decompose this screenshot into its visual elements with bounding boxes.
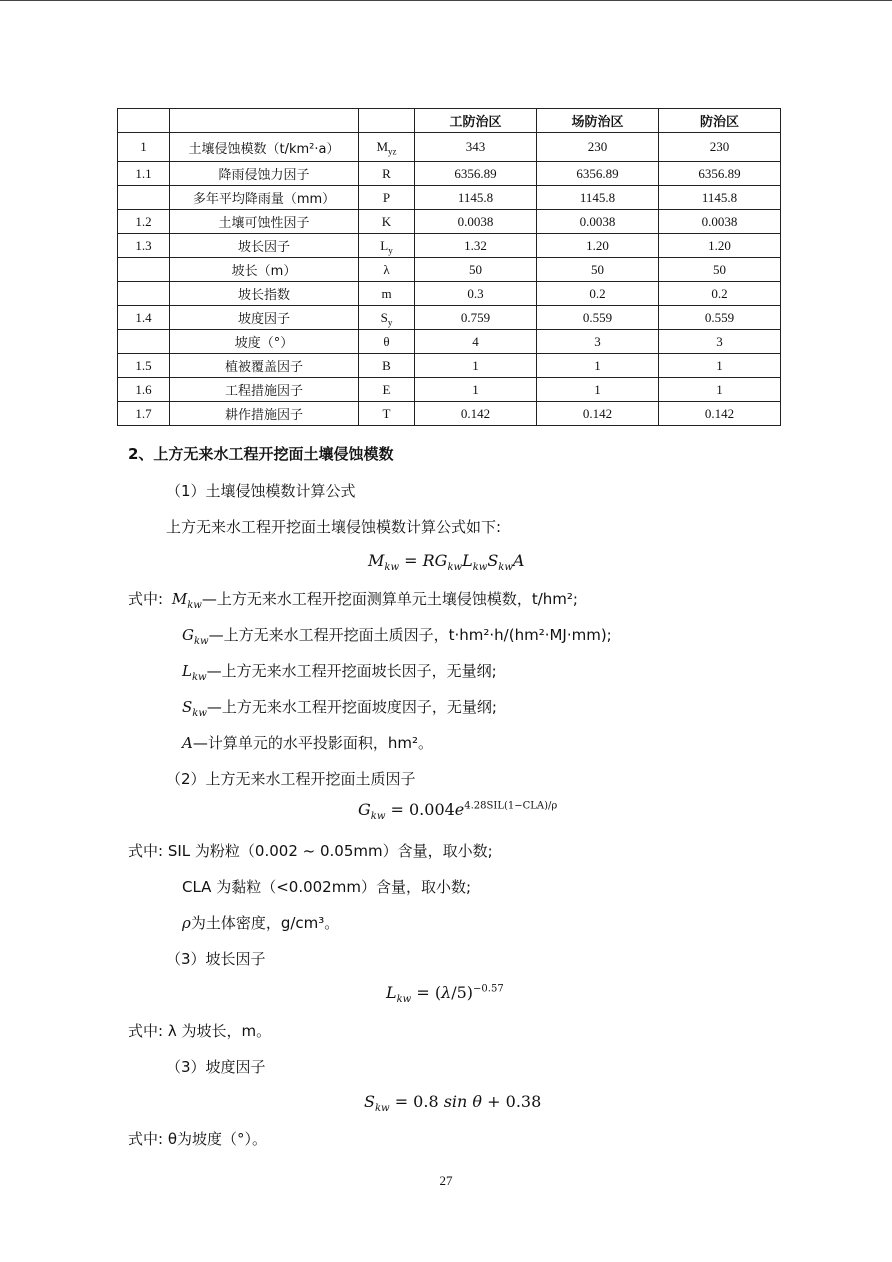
def-text: λ 为坡长，m。 bbox=[167, 1022, 272, 1040]
cell-value: 0.559 bbox=[659, 306, 781, 330]
cell-no: 1.1 bbox=[118, 162, 170, 186]
cell-value: 1 bbox=[659, 354, 781, 378]
cell-symbol: E bbox=[359, 378, 415, 402]
cell-item: 降雨侵蚀力因子 bbox=[170, 162, 359, 186]
cell-value: 0.2 bbox=[537, 282, 659, 306]
cell-item: 坡度因子 bbox=[170, 306, 359, 330]
table-row bbox=[118, 186, 781, 210]
cell-item: 土壤可蚀性因子 bbox=[170, 210, 359, 234]
where-label: 式中: bbox=[128, 1022, 164, 1040]
cell-value: 1145.8 bbox=[659, 186, 781, 210]
cell-value: 1145.8 bbox=[537, 186, 659, 210]
cell-item: 植被覆盖因子 bbox=[170, 354, 359, 378]
cell-no bbox=[118, 258, 170, 282]
cell-value: 0.759 bbox=[415, 306, 537, 330]
cell-item: 土壤侵蚀模数（t/km²·a） bbox=[170, 133, 359, 162]
cell-value: 0.3 bbox=[415, 282, 537, 306]
cell-value: 50 bbox=[659, 258, 781, 282]
cell-symbol: θ bbox=[359, 330, 415, 354]
cell-value: 6356.89 bbox=[415, 162, 537, 186]
header-cell: 工防治区 bbox=[415, 109, 537, 133]
table-row bbox=[118, 162, 781, 186]
cell-value: 0.2 bbox=[659, 282, 781, 306]
def-text: θ为坡度（°）。 bbox=[167, 1130, 268, 1148]
cell-value: 1 bbox=[537, 354, 659, 378]
def-text: —上方无来水工程开挖面测算单元土壤侵蚀模数，t/hm²; bbox=[201, 590, 578, 608]
cell-no bbox=[118, 330, 170, 354]
table-row bbox=[118, 354, 781, 378]
cell-value: 230 bbox=[659, 133, 781, 162]
table-row bbox=[118, 306, 781, 330]
cell-value: 1.32 bbox=[415, 234, 537, 258]
cell-symbol: R bbox=[359, 162, 415, 186]
cell-value: 6356.89 bbox=[659, 162, 781, 186]
def-text: —上方无来水工程开挖面土质因子，t·hm²·h/(hm²·MJ·mm); bbox=[208, 626, 612, 644]
top-border-line bbox=[0, 0, 892, 1]
table-row bbox=[118, 330, 781, 354]
cell-value: 0.142 bbox=[537, 402, 659, 426]
where-label: 式中: bbox=[128, 842, 164, 860]
def-text: CLA 为黏粒（<0.002mm）含量，取小数; bbox=[182, 878, 471, 896]
cell-value: 4 bbox=[415, 330, 537, 354]
cell-value: 1 bbox=[415, 354, 537, 378]
subheading-slope-length: （3）坡长因子 bbox=[166, 950, 266, 968]
cell-symbol: $S_y$ bbox=[359, 306, 415, 330]
cell-no bbox=[118, 186, 170, 210]
cell-item: 坡长（m） bbox=[170, 258, 359, 282]
cell-symbol: m bbox=[359, 282, 415, 306]
subheading-slope-factor: （3）坡度因子 bbox=[166, 1058, 266, 1076]
cell-value: 0.0038 bbox=[659, 210, 781, 234]
cell-symbol: $L_y$ bbox=[359, 234, 415, 258]
cell-value: 50 bbox=[537, 258, 659, 282]
cell-no: 1.2 bbox=[118, 210, 170, 234]
cell-value: 50 bbox=[415, 258, 537, 282]
cell-value: 1145.8 bbox=[415, 186, 537, 210]
header-cell: 防治区 bbox=[659, 109, 781, 133]
definition-line bbox=[128, 840, 493, 861]
cell-no: 1 bbox=[118, 133, 170, 162]
formula-erosion-modulus: $M_{kw} = RG_{kw}L_{kw}S_{kw}A$ bbox=[368, 551, 525, 574]
cell-value: 1 bbox=[537, 378, 659, 402]
table-row bbox=[118, 210, 781, 234]
def-text: SIL 为粉粒（0.002 ~ 0.05mm）含量，取小数; bbox=[167, 842, 493, 860]
header-cell bbox=[118, 109, 170, 133]
cell-value: 0.142 bbox=[415, 402, 537, 426]
cell-value: 3 bbox=[659, 330, 781, 354]
table-header-row bbox=[118, 109, 781, 133]
cell-value: 0.0038 bbox=[415, 210, 537, 234]
definition-line: $G_{kw}—$上方无来水工程开挖面土质因子，t·hm²·h/(hm²·MJ·mm); bbox=[182, 626, 612, 647]
table-row bbox=[118, 378, 781, 402]
cell-value: 1.20 bbox=[659, 234, 781, 258]
def-text: 为土体密度，g/cm³。 bbox=[190, 914, 340, 932]
cell-value: 0.0038 bbox=[537, 210, 659, 234]
where-label: 式中: bbox=[128, 1130, 164, 1148]
cell-value: 230 bbox=[537, 133, 659, 162]
cell-item: 坡长因子 bbox=[170, 234, 359, 258]
cell-item: 坡长指数 bbox=[170, 282, 359, 306]
cell-value: 1 bbox=[659, 378, 781, 402]
definition-line: $L_{kw}—$上方无来水工程开挖面坡长因子，无量纲; bbox=[182, 662, 497, 683]
cell-symbol: λ bbox=[359, 258, 415, 282]
table-row bbox=[118, 234, 781, 258]
table-row bbox=[118, 258, 781, 282]
subheading-formula: （1）土壤侵蚀模数计算公式 bbox=[166, 482, 356, 500]
cell-item: 多年平均降雨量（mm） bbox=[170, 186, 359, 210]
cell-symbol: B bbox=[359, 354, 415, 378]
cell-value: 343 bbox=[415, 133, 537, 162]
intro-paragraph: 上方无来水工程开挖面土壤侵蚀模数计算公式如下: bbox=[166, 518, 502, 536]
table-row bbox=[118, 402, 781, 426]
cell-value: 1 bbox=[415, 378, 537, 402]
cell-item: 耕作措施因子 bbox=[170, 402, 359, 426]
cell-symbol: $M_{yz}$ bbox=[359, 133, 415, 162]
definition-line: A—计算单元的水平投影面积，hm²。 bbox=[182, 734, 433, 752]
section-heading: 2、上方无来水工程开挖面土壤侵蚀模数 bbox=[128, 445, 394, 463]
page-number: 27 bbox=[439, 1173, 453, 1188]
table-row bbox=[118, 282, 781, 306]
cell-no: 1.7 bbox=[118, 402, 170, 426]
cell-item: 工程措施因子 bbox=[170, 378, 359, 402]
header-cell bbox=[170, 109, 359, 133]
definition-line: 式中: $M_{kw}—$上方无来水工程开挖面测算单元土壤侵蚀模数，t/hm²; bbox=[128, 590, 578, 611]
definition-line: ρ为土体密度，g/cm³。 bbox=[182, 914, 340, 932]
cell-no: 1.4 bbox=[118, 306, 170, 330]
table-row bbox=[118, 133, 781, 162]
def-text: —上方无来水工程开挖面坡度因子，无量纲; bbox=[206, 698, 497, 716]
definition-line bbox=[128, 1128, 267, 1149]
def-text: —计算单元的水平投影面积，hm²。 bbox=[192, 734, 433, 752]
formula-slope-factor: $S_{kw} = 0.8$ sin θ + 0.38 bbox=[364, 1092, 542, 1115]
cell-symbol: P bbox=[359, 186, 415, 210]
cell-no: 1.5 bbox=[118, 354, 170, 378]
formula-slope-length: $L_{kw} = (\lambda/5)^{-0.57}$ bbox=[386, 983, 504, 1006]
where-label: 式中: bbox=[128, 590, 164, 608]
subheading-soil-factor: （2）上方无来水工程开挖面土质因子 bbox=[166, 770, 416, 788]
definition-line: $S_{kw}—$上方无来水工程开挖面坡度因子，无量纲; bbox=[182, 698, 497, 719]
cell-symbol: K bbox=[359, 210, 415, 234]
formula-soil-factor: $G_{kw} = 0.004e^{4.28SIL(1-CLA)/\rho}$ bbox=[358, 800, 558, 823]
cell-value: 1.20 bbox=[537, 234, 659, 258]
cell-symbol: T bbox=[359, 402, 415, 426]
def-text: —上方无来水工程开挖面坡长因子，无量纲; bbox=[206, 662, 497, 680]
cell-value: 0.142 bbox=[659, 402, 781, 426]
cell-value: 0.559 bbox=[537, 306, 659, 330]
definition-line bbox=[128, 1020, 271, 1041]
header-cell: 场防治区 bbox=[537, 109, 659, 133]
cell-value: 3 bbox=[537, 330, 659, 354]
cell-no: 1.3 bbox=[118, 234, 170, 258]
factor-table bbox=[117, 108, 781, 426]
cell-item: 坡度（°） bbox=[170, 330, 359, 354]
cell-no: 1.6 bbox=[118, 378, 170, 402]
cell-value: 6356.89 bbox=[537, 162, 659, 186]
header-cell bbox=[359, 109, 415, 133]
cell-no bbox=[118, 282, 170, 306]
